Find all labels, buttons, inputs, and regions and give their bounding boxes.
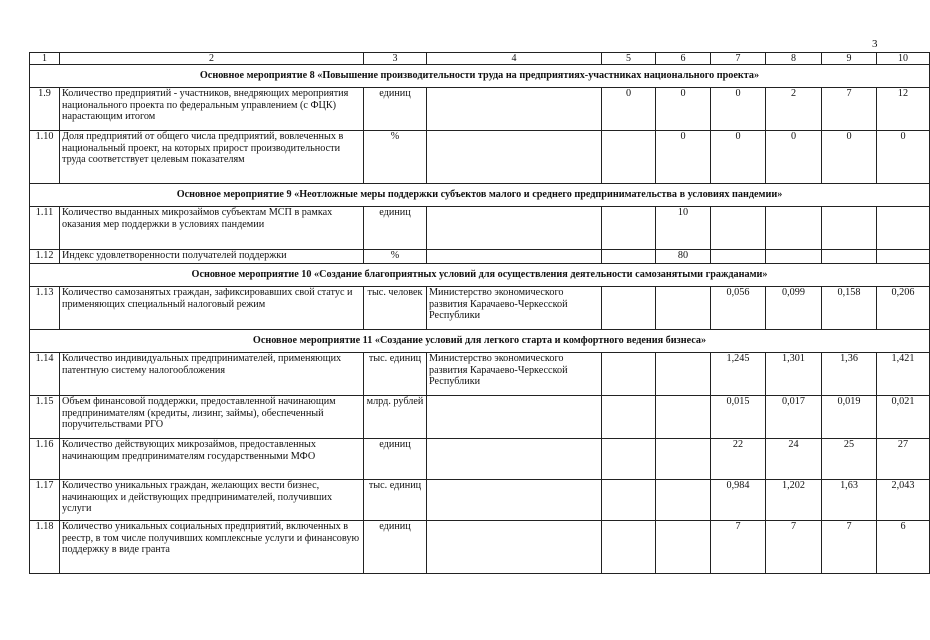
value-cell [602, 131, 656, 184]
responsible-org [427, 439, 602, 480]
indicators-table [29, 52, 930, 574]
value-cell [656, 521, 711, 574]
value-cell: 1,421 [877, 353, 930, 396]
unit: единиц [364, 88, 427, 131]
value-cell: 2 [766, 88, 822, 131]
table-row [30, 250, 930, 264]
value-cell [877, 207, 930, 250]
unit: тыс. человек [364, 287, 427, 330]
value-cell: 0 [766, 131, 822, 184]
table-row [30, 396, 930, 439]
row-number: 1.13 [30, 287, 60, 330]
value-cell: 1,36 [822, 353, 877, 396]
value-cell: 10 [656, 207, 711, 250]
section-title: Основное мероприятие 10 «Создание благоприятных условий для осуществления деятельности самозанятыми гражданами» [30, 264, 930, 287]
value-cell [602, 353, 656, 396]
value-cell: 1,63 [822, 480, 877, 521]
value-cell: 0,021 [877, 396, 930, 439]
value-cell [766, 250, 822, 264]
column-number-header: 2 [60, 53, 364, 65]
column-number-header: 8 [766, 53, 822, 65]
row-number: 1.12 [30, 250, 60, 264]
value-cell [602, 250, 656, 264]
section-row [30, 184, 930, 207]
unit: единиц [364, 207, 427, 250]
value-cell [602, 287, 656, 330]
responsible-org [427, 207, 602, 250]
indicator-name: Индекс удовлетворенности получателей поддержки [60, 250, 364, 264]
value-cell [656, 480, 711, 521]
value-cell: 0,984 [711, 480, 766, 521]
value-cell [602, 396, 656, 439]
value-cell [822, 250, 877, 264]
value-cell [656, 287, 711, 330]
row-number: 1.14 [30, 353, 60, 396]
column-number-header: 6 [656, 53, 711, 65]
value-cell: 0 [656, 88, 711, 131]
responsible-org [427, 480, 602, 521]
value-cell [877, 250, 930, 264]
value-cell: 24 [766, 439, 822, 480]
indicator-name: Количество действующих микрозаймов, предоставленных начинающим предпринимателям государственными МФО [60, 439, 364, 480]
value-cell: 0 [656, 131, 711, 184]
unit: единиц [364, 439, 427, 480]
value-cell: 12 [877, 88, 930, 131]
value-cell: 80 [656, 250, 711, 264]
column-number-header: 3 [364, 53, 427, 65]
unit: тыс. единиц [364, 353, 427, 396]
row-number: 1.15 [30, 396, 60, 439]
indicator-name: Доля предприятий от общего числа предприятий, вовлеченных в национальный проект, на которых прирост производительности труда соответствует целевым показателям [60, 131, 364, 184]
value-cell: 1,202 [766, 480, 822, 521]
value-cell: 27 [877, 439, 930, 480]
value-cell: 0,019 [822, 396, 877, 439]
row-number: 1.16 [30, 439, 60, 480]
table-row [30, 439, 930, 480]
row-number: 1.17 [30, 480, 60, 521]
value-cell: 2,043 [877, 480, 930, 521]
table-row [30, 287, 930, 330]
indicator-name: Количество уникальных граждан, желающих вести бизнес, начинающих и действующих предпринимателей, получивших услуги [60, 480, 364, 521]
indicator-name: Количество выданных микрозаймов субъектам МСП в рамках оказания мер поддержки в условиях пандемии [60, 207, 364, 250]
responsible-org: Министерство экономического развития Карачаево-Черкесской Республики [427, 287, 602, 330]
table-row [30, 480, 930, 521]
column-number-header: 7 [711, 53, 766, 65]
value-cell: 0 [877, 131, 930, 184]
unit: тыс. единиц [364, 480, 427, 521]
responsible-org [427, 396, 602, 439]
value-cell: 1,245 [711, 353, 766, 396]
page-number: 3 [872, 38, 878, 50]
value-cell [602, 521, 656, 574]
row-number: 1.18 [30, 521, 60, 574]
table-row [30, 353, 930, 396]
value-cell: 0 [711, 131, 766, 184]
value-cell [602, 439, 656, 480]
indicator-name: Объем финансовой поддержки, предоставленной начинающим предпринимателям (кредиты, лизинг, займы), обеспеченный поручительствами РГО [60, 396, 364, 439]
value-cell [656, 439, 711, 480]
column-number-header: 1 [30, 53, 60, 65]
value-cell: 0,056 [711, 287, 766, 330]
indicator-name: Количество индивидуальных предпринимателей, применяющих патентную систему налогообложения [60, 353, 364, 396]
value-cell: 0,015 [711, 396, 766, 439]
value-cell: 25 [822, 439, 877, 480]
value-cell: 7 [822, 521, 877, 574]
value-cell [711, 207, 766, 250]
section-row [30, 65, 930, 88]
column-number-header: 10 [877, 53, 930, 65]
section-title: Основное мероприятие 8 «Повышение производительности труда на предприятиях-участниках национального проекта» [30, 65, 930, 88]
responsible-org [427, 131, 602, 184]
section-title: Основное мероприятие 11 «Создание условий для легкого старта и комфортного ведения бизнеса» [30, 330, 930, 353]
value-cell [656, 396, 711, 439]
section-row [30, 330, 930, 353]
value-cell [766, 207, 822, 250]
responsible-org: Министерство экономического развития Карачаево-Черкесской Республики [427, 353, 602, 396]
value-cell: 0 [602, 88, 656, 131]
row-number: 1.9 [30, 88, 60, 131]
unit: млрд. рублей [364, 396, 427, 439]
indicator-name: Количество уникальных социальных предприятий, включенных в реестр, в том числе получивших комплексные услуги и финансовую поддержку в виде гранта [60, 521, 364, 574]
value-cell: 0 [711, 88, 766, 131]
table-row [30, 207, 930, 250]
column-number-header: 9 [822, 53, 877, 65]
value-cell [822, 207, 877, 250]
value-cell: 7 [711, 521, 766, 574]
value-cell: 0,099 [766, 287, 822, 330]
table-row [30, 521, 930, 574]
responsible-org [427, 88, 602, 131]
value-cell [656, 353, 711, 396]
unit: % [364, 250, 427, 264]
value-cell: 7 [822, 88, 877, 131]
indicator-name: Количество самозанятых граждан, зафиксировавших свой статус и применяющих специальный налоговый режим [60, 287, 364, 330]
value-cell: 0,017 [766, 396, 822, 439]
value-cell: 0 [822, 131, 877, 184]
responsible-org [427, 250, 602, 264]
section-title: Основное мероприятие 9 «Неотложные меры поддержки субъектов малого и среднего предпринимательства в условиях пандемии» [30, 184, 930, 207]
value-cell: 22 [711, 439, 766, 480]
value-cell: 7 [766, 521, 822, 574]
section-row [30, 264, 930, 287]
row-number: 1.10 [30, 131, 60, 184]
value-cell: 6 [877, 521, 930, 574]
table-row [30, 131, 930, 184]
value-cell [602, 207, 656, 250]
unit: единиц [364, 521, 427, 574]
value-cell [711, 250, 766, 264]
value-cell: 0,206 [877, 287, 930, 330]
row-number: 1.11 [30, 207, 60, 250]
unit: % [364, 131, 427, 184]
value-cell: 1,301 [766, 353, 822, 396]
indicator-name: Количество предприятий - участников, внедряющих мероприятия национального проекта по федеральным управлением (с ФЦК) нарастающим итогом [60, 88, 364, 131]
column-number-header: 5 [602, 53, 656, 65]
column-number-header: 4 [427, 53, 602, 65]
value-cell [602, 480, 656, 521]
table-row [30, 88, 930, 131]
responsible-org [427, 521, 602, 574]
header-row [30, 53, 930, 65]
value-cell: 0,158 [822, 287, 877, 330]
